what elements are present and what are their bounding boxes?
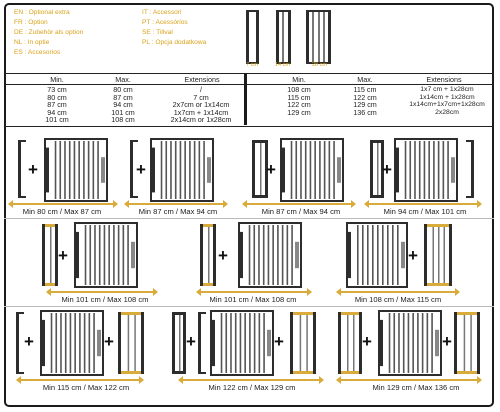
- config-caption: Min 115 cm / Max 122 cm: [42, 383, 130, 392]
- plus-icon: +: [218, 246, 228, 265]
- legend-item: FR : Option: [14, 19, 48, 26]
- config-caption: Min 94 cm / Max 101 cm: [383, 207, 467, 216]
- plus-icon: +: [408, 246, 418, 265]
- extension-icon: [200, 224, 216, 286]
- col-min-right: 108 cm 115 cm 122 cm 129 cm: [287, 85, 311, 117]
- extension-icon: [118, 312, 144, 374]
- config-caption: Min 101 cm / Max 108 cm: [61, 295, 149, 304]
- gate-icon: [210, 310, 274, 376]
- width-arrow: [246, 203, 352, 205]
- row-separator: [4, 218, 494, 219]
- table-header-rule: [4, 84, 494, 85]
- gate-icon: [378, 310, 442, 376]
- config-caption: Min 80 cm / Max 87 cm: [22, 207, 102, 216]
- table-top-rule: [4, 73, 494, 74]
- gate-icon: [394, 138, 458, 202]
- config-caption: Min 129 cm / Max 136 cm: [372, 383, 460, 392]
- plus-icon: +: [58, 246, 68, 265]
- th-extensions-right: Extensions: [426, 75, 462, 84]
- extension-7cm-icon: [18, 140, 26, 198]
- th-min-left: Min.: [50, 75, 64, 84]
- plus-icon: +: [104, 332, 114, 351]
- plus-icon: +: [136, 160, 146, 179]
- col-max-left: 80 cm 87 cm 94 cm 101 cm 108 cm: [111, 85, 135, 124]
- plus-icon: +: [442, 332, 452, 351]
- gate-icon: [150, 138, 214, 202]
- th-extensions-left: Extensions: [184, 75, 220, 84]
- col-max-right: 115 cm 122 cm 129 cm 136 cm: [353, 85, 377, 117]
- th-max-left: Max.: [115, 75, 131, 84]
- extension-7cm-icon: [16, 312, 24, 374]
- width-arrow: [340, 379, 478, 381]
- extension-7cm-icon: [246, 10, 259, 64]
- extension-14cm-icon: [276, 10, 291, 64]
- legend-right: [142, 8, 206, 48]
- th-max-right: Max.: [357, 75, 373, 84]
- config-caption: Min 108 cm / Max 115 cm: [354, 295, 442, 304]
- config-caption: Min 87 cm / Max 94 cm: [138, 207, 218, 216]
- extension-28cm-icon: [306, 10, 331, 64]
- extension-7cm-icon: [198, 312, 206, 374]
- extension-icon: [290, 312, 316, 374]
- plus-icon: +: [28, 160, 38, 179]
- extension-14cm-label: 14 cm: [275, 62, 290, 68]
- plus-icon: +: [362, 332, 372, 351]
- width-arrow: [340, 291, 456, 293]
- legend-item: NL : In optie: [14, 39, 50, 46]
- legend-item: SE : Tillval: [142, 29, 173, 36]
- extension-icon: [172, 312, 186, 374]
- config-caption: Min 87 cm / Max 94 cm: [261, 207, 341, 216]
- plus-icon: +: [382, 160, 392, 179]
- gate-icon: [40, 310, 104, 376]
- extension-icon: [424, 224, 452, 286]
- gate-icon: [74, 222, 138, 288]
- plus-icon: +: [274, 332, 284, 351]
- extension-28cm-label: 28 cm: [312, 62, 327, 68]
- legend-item: DE : Zubehör als option: [14, 29, 84, 36]
- extension-icon: [42, 224, 58, 286]
- th-min-right: Min.: [292, 75, 306, 84]
- row-separator: [4, 306, 494, 307]
- width-arrow: [182, 379, 320, 381]
- extension-icon: [454, 312, 480, 374]
- width-arrow: [128, 203, 224, 205]
- config-caption: Min 101 cm / Max 108 cm: [209, 295, 297, 304]
- plus-icon: +: [266, 160, 276, 179]
- width-arrow: [368, 203, 478, 205]
- plus-icon: +: [24, 332, 34, 351]
- width-arrow: [20, 379, 140, 381]
- col-min-left: 73 cm 80 cm 87 cm 94 cm 101 cm: [45, 85, 69, 124]
- extension-7cm-icon: [466, 140, 474, 198]
- gate-icon: [238, 222, 302, 288]
- col-extensions-right: 1x7 cm + 1x28cm 1x14cm + 1x28cm 1x14cm+1x7cm+1x28cm 2x28cm: [409, 86, 485, 116]
- table-divider: [244, 73, 247, 125]
- width-arrow: [12, 203, 114, 205]
- gate-icon: [346, 222, 408, 288]
- legend-item: ES : Accesorios: [14, 49, 61, 56]
- width-arrow: [50, 291, 154, 293]
- col-extensions-left: / 7 cm 2x7cm or 1x14cm 1x7cm + 1x14cm 2x14cm or 1x28cm: [170, 85, 232, 124]
- legend-item: PT : Acessórios: [142, 19, 188, 26]
- legend-item: PL : Opcja dodatkowa: [142, 39, 207, 46]
- extension-icon: [338, 312, 362, 374]
- gate-icon: [280, 138, 344, 202]
- width-arrow: [200, 291, 308, 293]
- legend-item: EN : Optional extra: [14, 9, 70, 16]
- extension-icons: [244, 6, 334, 66]
- legend-left: [14, 8, 83, 58]
- plus-icon: +: [186, 332, 196, 351]
- legend-item: IT : Accessori: [142, 9, 182, 16]
- extension-7cm-label: 7 cm: [246, 62, 258, 68]
- table-bottom-rule: [4, 126, 494, 127]
- gate-icon: [44, 138, 108, 202]
- config-caption: Min 122 cm / Max 129 cm: [208, 383, 296, 392]
